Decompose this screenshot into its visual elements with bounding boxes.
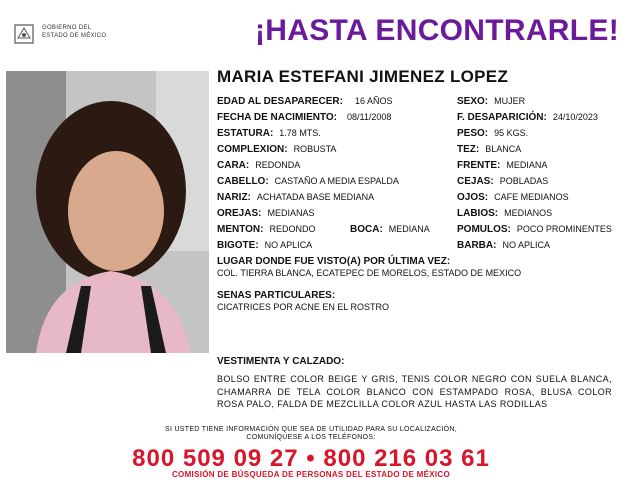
logo-line1: GOBIERNO DEL [42, 25, 92, 31]
phone-number-1[interactable]: 800 509 09 27 [132, 445, 299, 472]
field-cara [217, 160, 300, 171]
field-orejas-label: OREJAS: [217, 208, 262, 219]
field-fecha-desaparicion-label: F. DESAPARICIÓN: [457, 112, 547, 123]
logo-line2: ESTADO DE MÉXICO [42, 33, 107, 39]
field-menton-value: REDONDO [269, 224, 316, 234]
field-cabello [217, 176, 399, 187]
footer-commission: COMISIÓN DE BÚSQUEDA DE PERSONAS DEL ESTADO DE MÉXICO [171, 470, 450, 479]
person-name: MARIA ESTEFANI JIMENEZ LOPEZ [217, 67, 509, 86]
field-sexo-value: MUJER [494, 96, 526, 106]
field-labios [457, 208, 552, 219]
senas-label: SENAS PARTICULARES: [217, 290, 336, 301]
vestimenta-value: BOLSO ENTRE COLOR BEIGE Y GRIS, TENIS COLOR NEGRO CON SUELA BLANCA, CHAMARRA DE TELA COLOR BLANCO CON ESTAMPADO ROSA, BLUSA COLOR ROSA PALO, FALDA DE MEZCLILLA COLOR AZUL HASTA LAS RODILLAS [217, 374, 612, 409]
phone-numbers [0, 445, 622, 473]
field-fecha-desaparicion-value: 24/10/2023 [552, 112, 598, 122]
field-nariz-label: NARIZ: [217, 192, 251, 203]
lugar-value: COL. TIERRA BLANCA, ECATEPEC DE MORELOS, ESTADO DE MEXICO [217, 268, 522, 278]
field-bigote-label: BIGOTE: [217, 240, 259, 251]
contact-info-line2: COMUNÍQUESE A LOS TELÉFONOS: [246, 434, 376, 441]
field-barba-value: NO APLICA [502, 240, 550, 250]
field-boca-label: BOCA: [350, 224, 383, 235]
field-barba [457, 240, 550, 251]
field-fecha-nacimiento-label: FECHA DE NACIMIENTO: [217, 112, 337, 123]
field-estatura-value: 1.78 MTS. [279, 128, 321, 138]
field-sexo-label: SEXO: [457, 96, 489, 107]
field-pomulos-value: POCO PROMINENTES [516, 224, 612, 234]
field-frente [457, 160, 547, 171]
field-complexion [217, 144, 336, 155]
phone-separator: • [306, 445, 316, 472]
field-edad [217, 96, 392, 107]
phone-number-2[interactable]: 800 216 03 61 [323, 445, 490, 472]
person-photo [6, 71, 209, 353]
field-complexion-label: COMPLEXION: [217, 144, 288, 155]
field-fecha-nacimiento [217, 112, 391, 123]
field-estatura-label: ESTATURA: [217, 128, 274, 139]
field-cabello-value: CASTAÑO A MEDIA ESPALDA [274, 176, 399, 186]
field-tez [457, 144, 521, 155]
state-logo [12, 22, 122, 48]
field-labios-value: MEDIANOS [504, 208, 553, 218]
field-peso-value: 95 KGS. [494, 128, 529, 138]
field-orejas-value: MEDIANAS [267, 208, 315, 218]
field-cejas-value: POBLADAS [499, 176, 549, 186]
field-boca [350, 224, 430, 235]
field-edad-value: 16 AÑOS [354, 96, 393, 106]
senas-value: CICATRICES POR ACNE EN EL ROSTRO [217, 302, 390, 312]
field-boca-value: MEDIANA [388, 224, 430, 234]
coat-of-arms-icon [12, 22, 36, 46]
field-estatura [217, 128, 321, 139]
field-bigote-value: NO APLICA [264, 240, 313, 250]
field-tez-label: TEZ: [457, 144, 480, 155]
headline: ¡HASTA ENCONTRARLE! [255, 14, 620, 47]
field-pomulos-label: POMULOS: [457, 224, 511, 235]
field-ojos-label: OJOS: [457, 192, 489, 203]
field-menton-label: MENTON: [217, 224, 264, 235]
field-menton [217, 224, 316, 235]
field-complexion-value: ROBUSTA [293, 144, 337, 154]
field-tez-value: BLANCA [485, 144, 522, 154]
field-cara-label: CARA: [217, 160, 250, 171]
field-nariz [217, 192, 374, 203]
contact-info-line1: SI USTED TIENE INFORMACIÓN QUE SEA DE UTILIDAD PARA SU LOCALIZACIÓN, [164, 426, 458, 433]
field-barba-label: BARBA: [457, 240, 497, 251]
field-frente-label: FRENTE: [457, 160, 501, 171]
field-cara-value: REDONDA [255, 160, 301, 170]
field-peso-label: PESO: [457, 128, 489, 139]
field-sexo [457, 96, 525, 107]
vestimenta-label: VESTIMENTA Y CALZADO: [217, 356, 345, 367]
field-fecha-desaparicion [457, 112, 598, 123]
field-labios-label: LABIOS: [457, 208, 499, 219]
field-pomulos [457, 224, 612, 235]
field-orejas [217, 208, 314, 219]
field-cabello-label: CABELLO: [217, 176, 269, 187]
field-fecha-nacimiento-value: 08/11/2008 [347, 112, 392, 122]
lugar-label: LUGAR DONDE FUE VISTO(A) POR ÚLTIMA VEZ: [217, 256, 451, 267]
field-cejas-label: CEJAS: [457, 176, 494, 187]
field-ojos-value: CAFE MEDIANOS [494, 192, 569, 202]
field-peso [457, 128, 528, 139]
field-ojos [457, 192, 569, 203]
field-nariz-value: ACHATADA BASE MEDIANA [256, 192, 375, 202]
field-edad-label: EDAD AL DESAPARECER: [217, 96, 343, 107]
field-frente-value: MEDIANA [506, 160, 548, 170]
field-bigote [217, 240, 312, 251]
field-cejas [457, 176, 548, 187]
